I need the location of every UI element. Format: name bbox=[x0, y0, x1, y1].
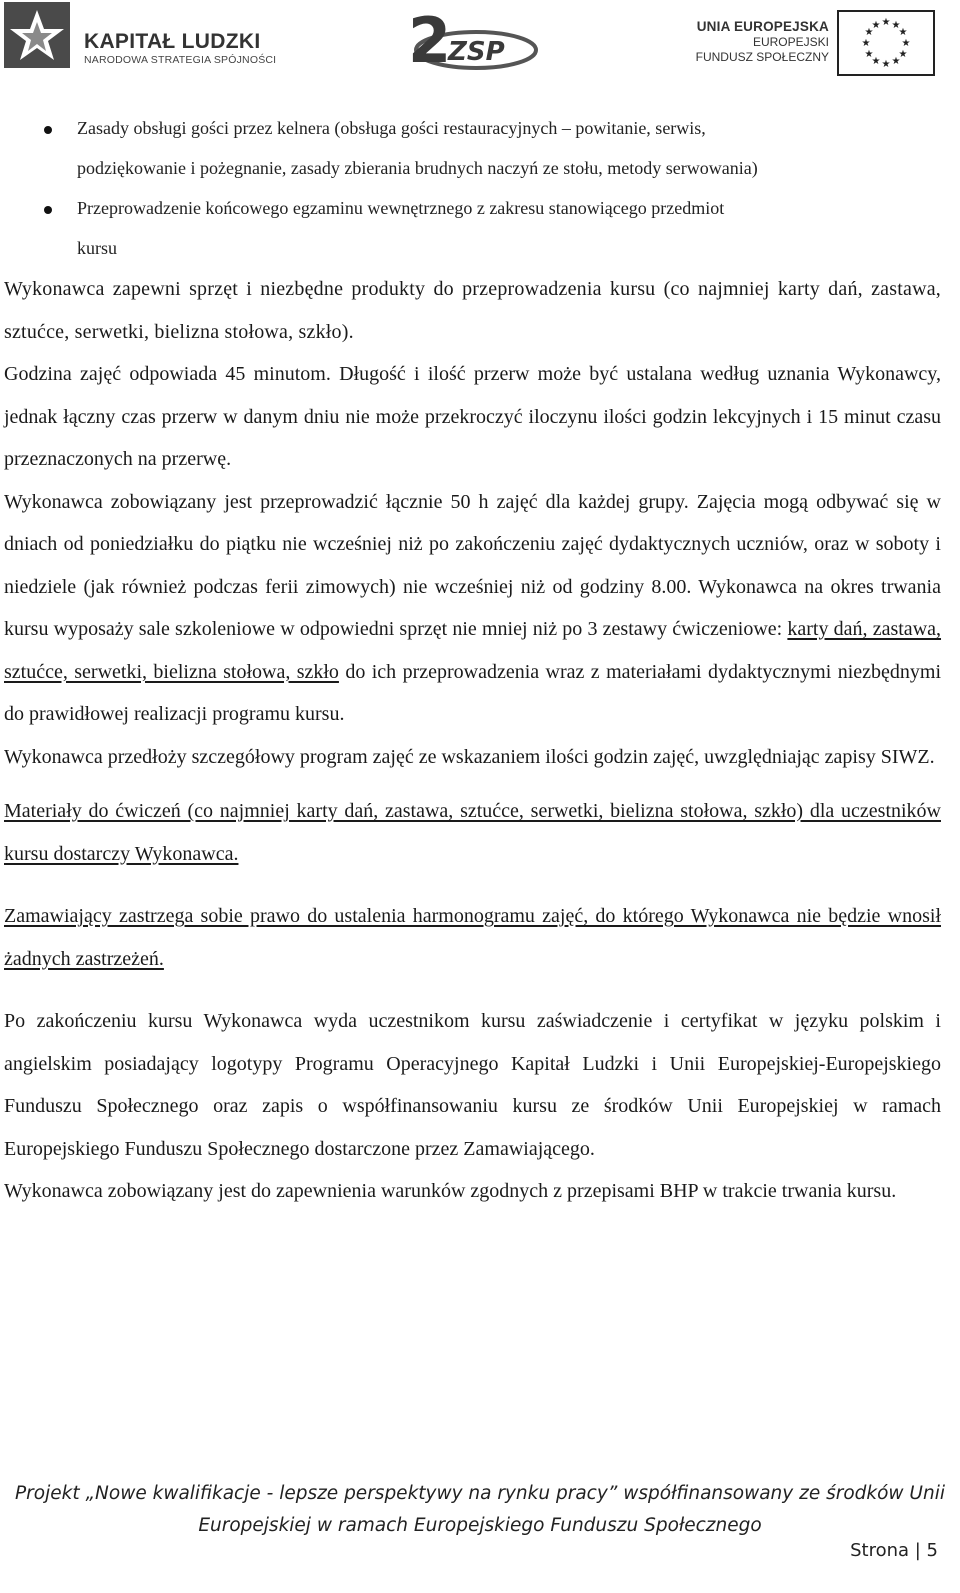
list-item bbox=[4, 108, 941, 188]
list-item bbox=[4, 188, 941, 268]
bullet-line: kursu bbox=[77, 238, 117, 258]
paragraph-materials: Materiały do ćwiczeń (co najmniej karty dań, zastawa, sztućce, serwetki, bielizna stołowa, szkło) dla uczestników kursu dostarczy Wykonawca. bbox=[4, 800, 941, 865]
paragraph-bhp: Wykonawca zobowiązany jest do zapewnienia warunków zgodnych z przepisami BHP w trakcie trwania kursu. bbox=[4, 1180, 897, 1202]
svg-text:★: ★ bbox=[898, 49, 908, 60]
svg-text:★: ★ bbox=[881, 17, 891, 28]
spacer bbox=[4, 778, 941, 790]
total-hours-text: Wykonawca zobowiązany jest przeprowadzić łącznie 50 h zajęć dla każdej grupy. bbox=[4, 490, 689, 513]
bullet-line: Przeprowadzenie końcowego egzaminu wewnętrznego z zakresu stanowiącego przedmiot bbox=[77, 198, 725, 218]
svg-text:★: ★ bbox=[891, 56, 901, 67]
svg-text:★: ★ bbox=[864, 49, 874, 60]
svg-text:★: ★ bbox=[864, 27, 874, 38]
svg-text:★: ★ bbox=[891, 20, 901, 31]
svg-text:★: ★ bbox=[898, 27, 908, 38]
paragraph-certificate: Po zakończeniu kursu Wykonawca wyda uczestnikom kursu zaświadczenie i certyfikat w języku polskim i angielskim posiadający logotypy Programu Operacyjnego Kapitał Ludzki i Unii Europejskiej-Europejskiego Funduszu Społecznego oraz zapis o współfinansowaniu kursu ze środków Unii Europejskiej w ramach Europejskiego Funduszu Społecznego dostarczone przez Zamawiającego. bbox=[4, 1010, 941, 1160]
paragraph-lesson-hours bbox=[4, 353, 941, 481]
svg-text:★: ★ bbox=[871, 20, 881, 31]
eu-fund-label-1: EUROPEJSKI bbox=[752, 35, 829, 49]
eu-flag-icon bbox=[837, 10, 935, 76]
project-footer-line: Europejskiej w ramach Europejskiego Funduszu Społecznego bbox=[198, 1515, 762, 1536]
kapital-ludzki-star-icon bbox=[4, 2, 70, 68]
kapital-ludzki-logo bbox=[4, 2, 277, 68]
page-header bbox=[0, 0, 960, 90]
schedule-text-end: do ich przeprowadzenia wraz z materiałami dydaktycznymi niezbędnymi do prawidłowej realizacji programu kursu. bbox=[4, 660, 941, 725]
eu-fund-label-2: FUNDUSZ SPOŁECZNY bbox=[695, 50, 829, 64]
bullet-dot-icon bbox=[44, 126, 52, 134]
svg-text:2: 2 bbox=[408, 4, 452, 74]
svg-text:★: ★ bbox=[901, 38, 911, 49]
eu-logo bbox=[690, 10, 935, 72]
paragraph-schedule bbox=[4, 481, 941, 736]
breaks-text: Długość i ilość przerw może być ustalana według uznania Wykonawcy, jednak łączny czas przerw w danym dniu nie może przekroczyć iloczynu ilości godzin lekcyjnych i 15 minut czasu przeznaczonych na przerwę. bbox=[4, 363, 941, 470]
document-body bbox=[4, 108, 941, 1213]
svg-text:ZSP: ZSP bbox=[448, 37, 505, 67]
project-footer bbox=[0, 1478, 960, 1542]
bullet-line: podziękowanie i pożegnanie, zasady zbierania brudnych naczyń ze stołu, metody serwowania) bbox=[77, 158, 758, 178]
kapital-ludzki-subtitle: NARODOWA STRATEGIA SPÓJNOŚCI bbox=[84, 54, 277, 66]
spacer bbox=[4, 875, 941, 895]
paragraph-reserve: Zamawiający zastrzega sobie prawo do ustalenia harmonogramu zajęć, do którego Wykonawca nie będzie wnosił żadnych zastrzeżeń. bbox=[4, 905, 941, 970]
schedule-text: Zajęcia mogą odbywać się w dniach od poniedziałku do piątku nie wcześniej niż po zakończeniu zajęć dydaktycznych uczniów, oraz w soboty i niedziele (jak również podczas ferii zimowych) nie wcześniej niż od godziny 8.00. Wykonawca na okres trwania kursu wyposaży sale szkoleniowe w odpowiedni sprzęt nie mniej niż po 3 zestawy ćwiczeniowe: bbox=[4, 490, 941, 640]
page-number: Strona | 5 bbox=[850, 1540, 938, 1561]
lesson-length-text: Godzina zajęć odpowiada 45 minutom. bbox=[4, 363, 331, 385]
paragraph-program: Wykonawca przedłoży szczegółowy program zajęć ze wskazaniem ilości godzin zajęć, uwzględniając zapisy SIWZ. bbox=[4, 745, 935, 768]
topics-bullet-list bbox=[4, 108, 941, 268]
svg-text:★: ★ bbox=[861, 38, 871, 49]
eu-union-label: UNIA EUROPEJSKA bbox=[696, 19, 829, 34]
paragraph-equipment: Wykonawca zapewni sprzęt i niezbędne produkty do przeprowadzenia kursu (co najmniej karty dań, zastawa, sztućce, serwetki, bielizna stołowa, szkło). bbox=[4, 278, 941, 343]
svg-text:★: ★ bbox=[881, 59, 891, 70]
bullet-line: Zasady obsługi gości przez kelnera (obsługa gości restauracyjnych – powitanie, serwis, bbox=[77, 118, 706, 138]
equipment-sets-underlined: karty dań, zastawa, sztućce, serwetki, bielizna stołowa, szkło bbox=[4, 618, 942, 683]
kapital-ludzki-title: KAPITAŁ LUDZKI bbox=[84, 30, 261, 53]
svg-text:★: ★ bbox=[871, 56, 881, 67]
zsp-school-logo bbox=[390, 4, 540, 74]
bullet-dot-icon bbox=[44, 206, 52, 214]
project-footer-line: Projekt „Nowe kwalifikacje - lepsze perspektywy na rynku pracy” współfinansowany ze środków Unii bbox=[15, 1483, 945, 1504]
zsp-logo-icon bbox=[390, 4, 540, 74]
spacer bbox=[4, 980, 941, 1000]
eu-text-block bbox=[696, 18, 829, 65]
